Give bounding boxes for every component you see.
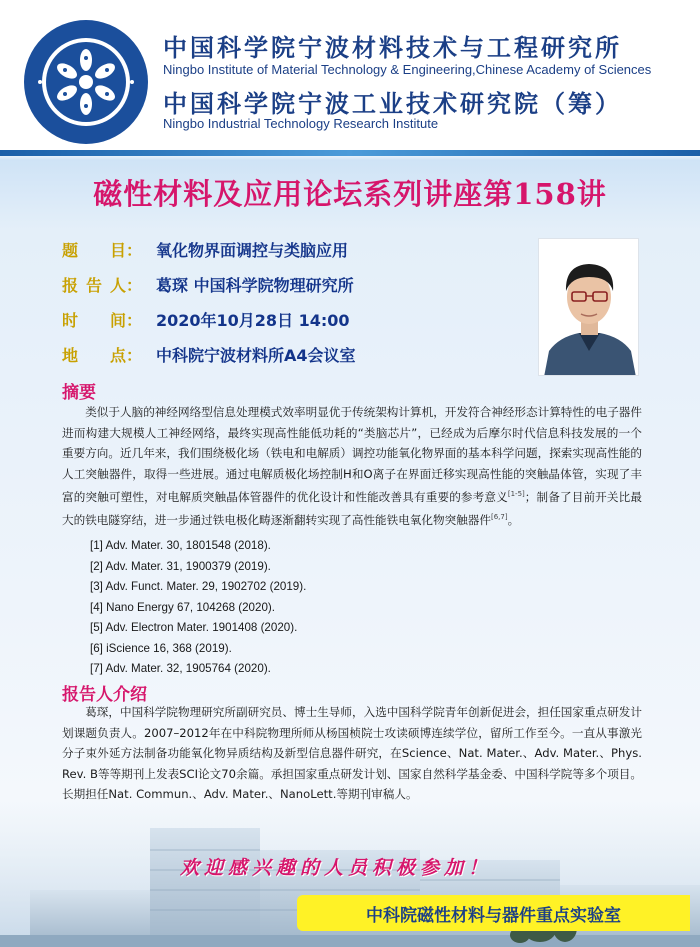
speaker-bio-heading: 报告人介绍 (62, 685, 147, 705)
citation-6-7: [6,7] (490, 513, 508, 522)
welcome-message: 欢迎感兴趣的人员积极参加！ (180, 857, 493, 879)
header-divider (0, 150, 700, 156)
page-title: 磁性材料及应用论坛系列讲座第158讲 (93, 177, 607, 211)
abstract-text: 类似于人脑的神经网络型信息处理模式效率明显优于传统架构计算机，开发符合神经形态计算特性的电子器件进而构建大规模人工神经网络，最终实现高性能低功耗的“类脑芯片”，已经成为后摩尔时代信息科技发展的一个重要方向。近几年来，我们围绕极化场（铁电和电解质）调控功能氧化物界面的基本科学问题，探索实现高性能的人工突触器件，取得一些进展。通过电解质极化场控制H和O离子在界面迁移实现高性能的突触晶体管，实现了丰富的突触可塑性，对电解质突触晶体管器件的优化设计和性能改善具有重要的参考意义[1-5]；制备了目前开关比最大的铁电隧穿结，进一步通过铁电极化畴逐渐翻转实现了高性能铁电氧化物突触器件[6,7]。 (62, 405, 642, 528)
speaker-bio-text: 葛琛，中国科学院物理研究所副研究员、博士生导师，入选中国科学院青年创新促进会，担任国家重点研发计划课题负责人。2007–2012年在中科院物理所师从杨国桢院士攻读硕博连续学位，留所工作至今。一直从事激光分子束外延方法制备功能氧化物异质结构及新型信息器件研究，在Science、Nat. Mater.、Adv. Mater.、Phys. Rev. B等等期刊上发表SCI论文70余篇。承担国家重点研发计划、国家自然科学基金委、中国科学院等多个项目。 (62, 705, 642, 781)
reference-item: [5] Adv. Electron Mater. 1901408 (2020). (90, 621, 298, 634)
reference-item: [2] Adv. Mater. 31, 1900379 (2019). (90, 559, 271, 573)
speaker-value: 葛琛 中国科学院物理研究所 (156, 275, 354, 295)
topic-value: 氧化物界面调控与类脑应用 (156, 240, 349, 260)
place-label: 地 点： (62, 345, 142, 365)
info-row-place (62, 340, 356, 368)
abstract-heading: 摘要 (62, 383, 96, 403)
lab-name-banner: 中科院磁性材料与器件重点实验室 (297, 895, 690, 931)
reference-item: [3] Adv. Funct. Mater. 29, 1902702 (2019). (90, 580, 307, 593)
institute-name-en: Ningbo Institute of Material Technology & Engineering,Chinese Academy of Sciences (163, 62, 652, 77)
header (0, 0, 700, 150)
reference-item: [4] Nano Energy 67, 104268 (2020). (90, 600, 275, 614)
info-row-topic (62, 235, 348, 263)
industrial-institute-name-cn: 中国科学院宁波工业技术研究院（筹） (163, 89, 622, 118)
reference-item: [1] Adv. Mater. 30, 1801548 (2018). (90, 539, 271, 552)
industrial-institute-name-en: Ningbo Industrial Technology Research Institute (163, 116, 439, 131)
time-value: 2020年10月28日 14:00 (156, 310, 350, 330)
reference-item: [7] Adv. Mater. 32, 1905764 (2020). (90, 662, 271, 675)
info-row-time (62, 305, 350, 333)
topic-label: 题 目： (62, 240, 142, 260)
speaker-label: 报 告 人： (62, 275, 142, 295)
reference-list (90, 536, 306, 680)
time-label: 时 间： (62, 310, 142, 330)
speaker-portrait-icon (539, 239, 639, 376)
cas-emblem-icon (22, 18, 150, 146)
info-row-speaker (62, 270, 354, 298)
speaker-photo (538, 238, 639, 376)
citation-1-5: [1-5] (507, 490, 525, 498)
place-value: 中科院宁波材料所A4会议室 (156, 345, 356, 365)
institute-name-cn: 中国科学院宁波材料技术与工程研究所 (163, 33, 622, 62)
reference-item: [6] iScience 16, 368 (2019). (90, 641, 232, 655)
